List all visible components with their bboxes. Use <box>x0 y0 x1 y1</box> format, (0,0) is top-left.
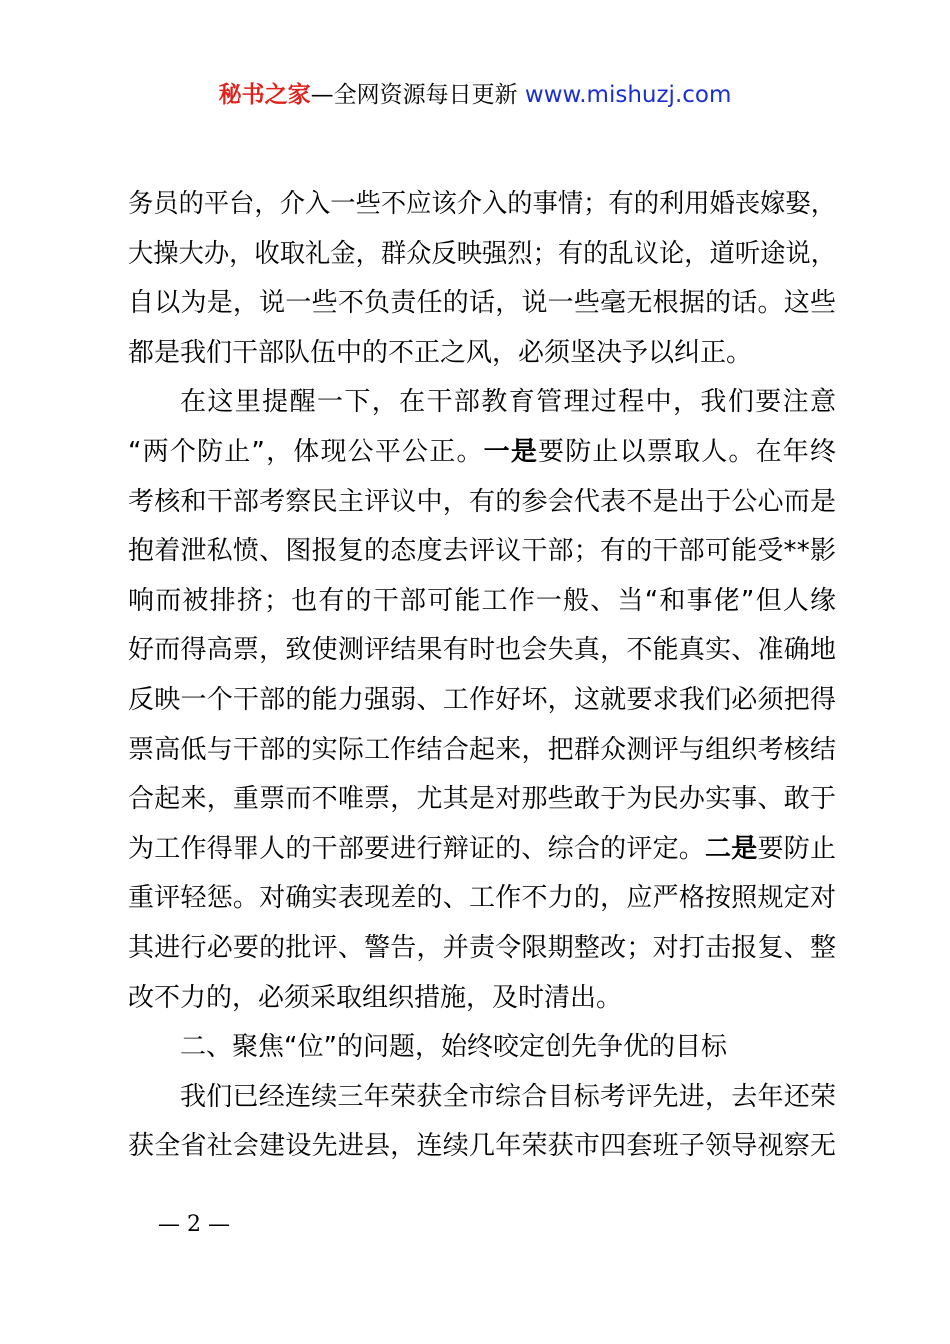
emphasis-text: 一是 <box>483 436 539 467</box>
page-number: — 2 — <box>158 1212 230 1237</box>
text-line <box>128 1073 836 1123</box>
text-line-content: 我们已经连续三年荣获全市综合目标考评先进，去年还荣 <box>180 1081 837 1112</box>
text-line-content: 在这里提醒一下，在干部教育管理过程中，我们要注意 <box>180 387 838 418</box>
text-line <box>128 626 836 676</box>
text-line-content: 合起来，重票而不唯票，尤其是对那些敢于为民办实事、敢于 <box>128 784 837 815</box>
text-line <box>128 180 836 230</box>
site-brand: 秘书之家 <box>218 82 311 108</box>
text-line <box>128 676 836 726</box>
text-line-content: 大操大办，收取礼金，群众反映强烈；有的乱议论，道听途说， <box>128 238 836 269</box>
text-segment: 为工作得罪人的干部要进行辩证的、综合的评定。 <box>128 833 706 864</box>
text-line <box>128 329 836 379</box>
text-line-content: 其进行必要的批评、警告，并责令限期整改；对打击报复、整 <box>128 932 837 963</box>
site-tagline: —全网资源每日更新 <box>310 82 518 108</box>
text-line <box>128 974 836 1024</box>
text-line <box>128 527 836 577</box>
text-line <box>128 478 836 528</box>
text-line <box>128 378 836 428</box>
text-line-content: 响而被排挤；也有的干部可能工作一般、当“和事佬”但人缘 <box>128 585 838 616</box>
text-line <box>128 874 836 924</box>
text-line <box>128 230 836 280</box>
text-line-content: 考核和干部考察民主评议中，有的参会代表不是出于公心而是 <box>128 486 837 517</box>
text-line <box>128 775 836 825</box>
text-line-content: 获全省社会建设先进县，连续几年荣获市四套班子领导视察无 <box>128 1131 837 1162</box>
text-line-content: 自以为是，说一些不负责任的话，说一些毫无根据的话。这些 <box>128 288 837 319</box>
emphasis-text: 二是 <box>705 833 758 864</box>
text-line <box>128 1122 836 1172</box>
text-line-content <box>128 825 836 875</box>
text-line-content <box>128 428 837 478</box>
text-line <box>128 279 836 329</box>
text-line <box>128 726 836 776</box>
text-line <box>128 428 836 478</box>
section-heading-text: 二、聚焦“位”的问题，始终咬定创先争优的目标 <box>180 1032 727 1063</box>
text-line-content: 抱着泄私愤、图报复的态度去评议干部；有的干部可能受**影 <box>128 536 837 567</box>
site-url-link[interactable]: www.mishuzj.com <box>524 82 732 108</box>
text-line <box>128 577 836 627</box>
text-segment: “两个防止”，体现公平公正。 <box>128 436 484 467</box>
text-line-content: 改不力的，必须采取组织措施，及时清出。 <box>128 982 623 1013</box>
document-body <box>128 180 836 1172</box>
text-line <box>128 924 836 974</box>
site-header <box>0 78 950 112</box>
text-line-content: 好而得高票，致使测评结果有时也会失真，不能真实、准确地 <box>128 635 837 666</box>
text-line-content: 反映一个干部的能力强弱、工作好坏，这就要求我们必须把得 <box>128 684 837 715</box>
text-segment: 要防止 <box>757 833 837 864</box>
text-line-content: 票高低与干部的实际工作结合起来，把群众测评与组织考核结 <box>128 734 837 765</box>
text-line-content: 都是我们干部队伍中的不正之风，必须坚决予以纠正。 <box>128 337 753 368</box>
text-line-content: 重评轻惩。对确实表现差的、工作不力的，应严格按照规定对 <box>128 883 837 914</box>
text-segment: 要防止以票取人。在年终 <box>538 436 838 467</box>
section-heading <box>128 1023 836 1073</box>
text-line-content: 务员的平台，介入一些不应该介入的事情；有的利用婚丧嫁娶， <box>128 189 836 219</box>
text-line <box>128 825 836 875</box>
